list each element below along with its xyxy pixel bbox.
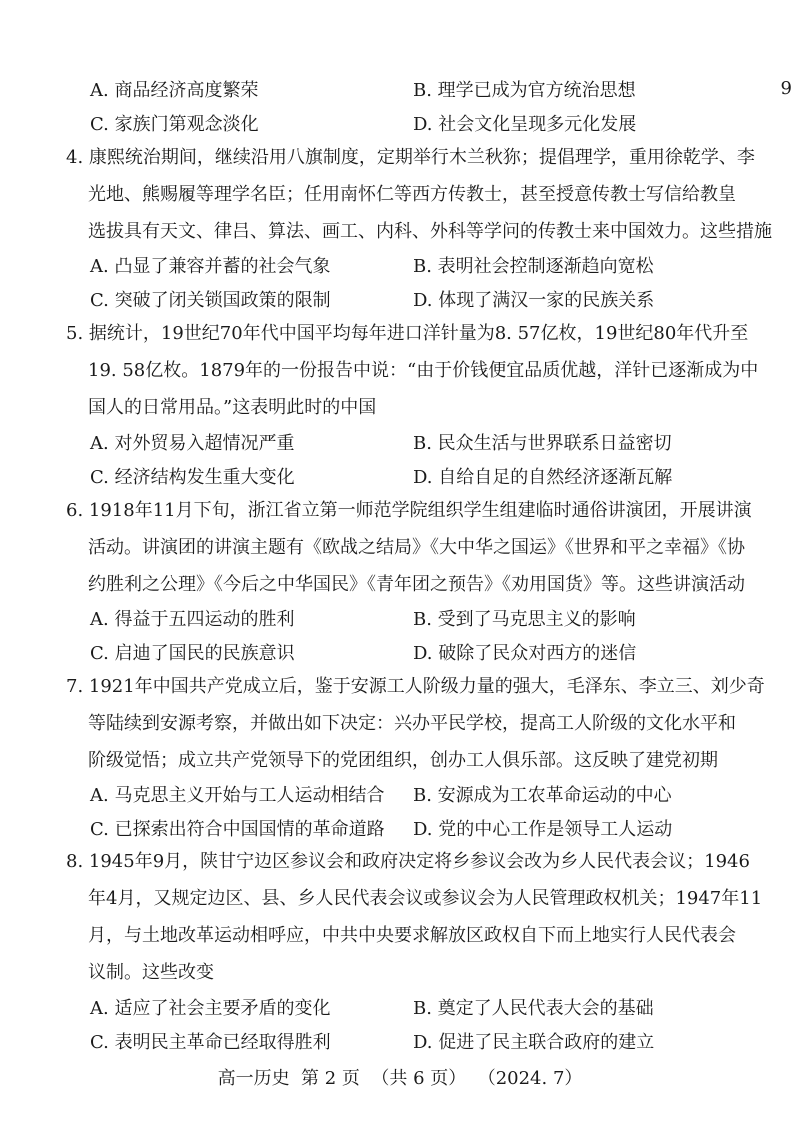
q6-option-b[interactable]: B. 受到了马克思主义的影响 <box>413 609 636 630</box>
q8-option-d[interactable]: D. 促进了民主联合政府的建立 <box>413 1032 655 1053</box>
q3-options-row-1 <box>90 76 730 106</box>
q6-stem-line-1: 6. 1918年11月下旬，浙江省立第一师范学院组织学生组建临时通俗讲演团，开展讲演 <box>66 500 752 521</box>
q6-stem-line-2: 活动。讲演团的讲演主题有《欧战之结局》《大中华之国运》《世界和平之幸福》《协 <box>88 537 745 558</box>
q5-option-b[interactable]: B. 民众生活与世界联系日益密切 <box>413 433 672 454</box>
q4-option-d[interactable]: D. 体现了满汉一家的民族关系 <box>413 290 655 311</box>
q6-option-d[interactable]: D. 破除了民众对西方的迷信 <box>413 643 637 664</box>
q5-options-row-1 <box>90 429 730 459</box>
q3-option-c[interactable]: C. 家族门第观念淡化 <box>90 114 259 135</box>
corner-number: 9 <box>780 78 792 99</box>
q5-stem-line-2: 19. 58亿枚。1879年的一份报告中说：“由于价钱便宜品质优越，洋针已逐渐成为中 <box>88 360 759 381</box>
q4-option-c[interactable]: C. 突破了闭关锁国政策的限制 <box>90 290 331 311</box>
q4-options-row-2 <box>90 286 730 316</box>
q6-stem <box>66 492 752 603</box>
q6-option-c[interactable]: C. 启迪了国民的民族意识 <box>90 643 295 664</box>
q7-stem-line-2: 等陆续到安源考察，并做出如下决定：兴办平民学校，提高工人阶级的文化水平和 <box>88 713 736 734</box>
q5-stem-line-3: 国人的日常用品。”这表明此时的中国 <box>88 397 377 418</box>
q5-stem <box>66 315 759 426</box>
q8-option-c[interactable]: C. 表明民主革命已经取得胜利 <box>90 1032 331 1053</box>
q4-option-a[interactable]: A. 凸显了兼容并蓄的社会气象 <box>90 256 331 277</box>
q6-options-row-2 <box>90 639 730 669</box>
q8-option-a[interactable]: A. 适应了社会主要矛盾的变化 <box>90 998 331 1019</box>
q3-option-d[interactable]: D. 社会文化呈现多元化发展 <box>413 114 637 135</box>
q7-stem <box>66 668 765 779</box>
q4-stem-line-1: 4. 康熙统治期间，继续沿用八旗制度，定期举行木兰秋狝；提倡理学，重用徐乾学、李 <box>66 147 755 168</box>
q5-stem-line-1: 5. 据统计，19世纪70年代中国平均每年进口洋针量为8. 57亿枚，19世纪80年代升至 <box>66 323 749 344</box>
q6-options-row-1 <box>90 605 730 635</box>
q8-stem-line-2: 年4月，又规定边区、县、乡人民代表会议或参议会为人民管理政权机关；1947年11 <box>88 888 763 909</box>
q8-stem-line-3: 月，与土地改革运动相呼应，中共中央要求解放区政权自下而上地实行人民代表会 <box>88 925 736 946</box>
q7-options-row-2 <box>90 815 730 845</box>
q8-options-row-1 <box>90 994 730 1024</box>
q6-stem-line-3: 约胜利之公理》《今后之中华国民》《青年团之预告》《劝用国货》等。这些讲演活动 <box>88 574 745 595</box>
q4-option-b[interactable]: B. 表明社会控制逐渐趋向宽松 <box>413 256 654 277</box>
q7-option-a[interactable]: A. 马克思主义开始与工人运动相结合 <box>90 785 385 806</box>
q6-option-a[interactable]: A. 得益于五四运动的胜利 <box>90 609 295 630</box>
q7-options-row-1 <box>90 781 730 811</box>
q3-option-b[interactable]: B. 理学已成为官方统治思想 <box>413 80 636 101</box>
q8-options-row-2 <box>90 1028 730 1058</box>
q3-options-row-2 <box>90 110 730 140</box>
q5-option-d[interactable]: D. 自给自足的自然经济逐渐瓦解 <box>413 467 673 488</box>
q4-options-row-1 <box>90 252 730 282</box>
q4-stem <box>66 139 772 250</box>
q7-stem-line-3: 阶级觉悟；成立共产党领导下的党团组织，创办工人俱乐部。这反映了建党初期 <box>88 750 718 771</box>
q7-option-d[interactable]: D. 党的中心工作是领导工人运动 <box>413 819 673 840</box>
q7-stem-line-1: 7. 1921年中国共产党成立后，鉴于安源工人阶级力量的强大，毛泽东、李立三、刘少奇 <box>66 676 765 697</box>
page-footer: 高一历史 第 2 页 （共 6 页） （2024. 7） <box>217 1068 583 1089</box>
q7-option-c[interactable]: C. 已探索出符合中国国情的革命道路 <box>90 819 385 840</box>
q4-stem-line-2: 光地、熊赐履等理学名臣；任用南怀仁等西方传教士，甚至授意传教士写信给教皇 <box>88 184 736 205</box>
q3-option-a[interactable]: A. 商品经济高度繁荣 <box>90 80 259 101</box>
q8-option-b[interactable]: B. 奠定了人民代表大会的基础 <box>413 998 654 1019</box>
q5-option-c[interactable]: C. 经济结构发生重大变化 <box>90 467 295 488</box>
q8-stem-line-4: 议制。这些改变 <box>88 962 214 983</box>
q4-stem-line-3: 选拔具有天文、律吕、算法、画工、内科、外科等学问的传教士来中国效力。这些措施 <box>88 221 772 242</box>
q5-options-row-2 <box>90 463 730 493</box>
q7-option-b[interactable]: B. 安源成为工农革命运动的中心 <box>413 785 672 806</box>
q8-stem-line-1: 8. 1945年9月，陕甘宁边区参议会和政府决定将乡参议会改为乡人民代表会议；1946 <box>66 851 750 872</box>
q8-stem <box>66 843 763 991</box>
q5-option-a[interactable]: A. 对外贸易入超情况严重 <box>90 433 295 454</box>
